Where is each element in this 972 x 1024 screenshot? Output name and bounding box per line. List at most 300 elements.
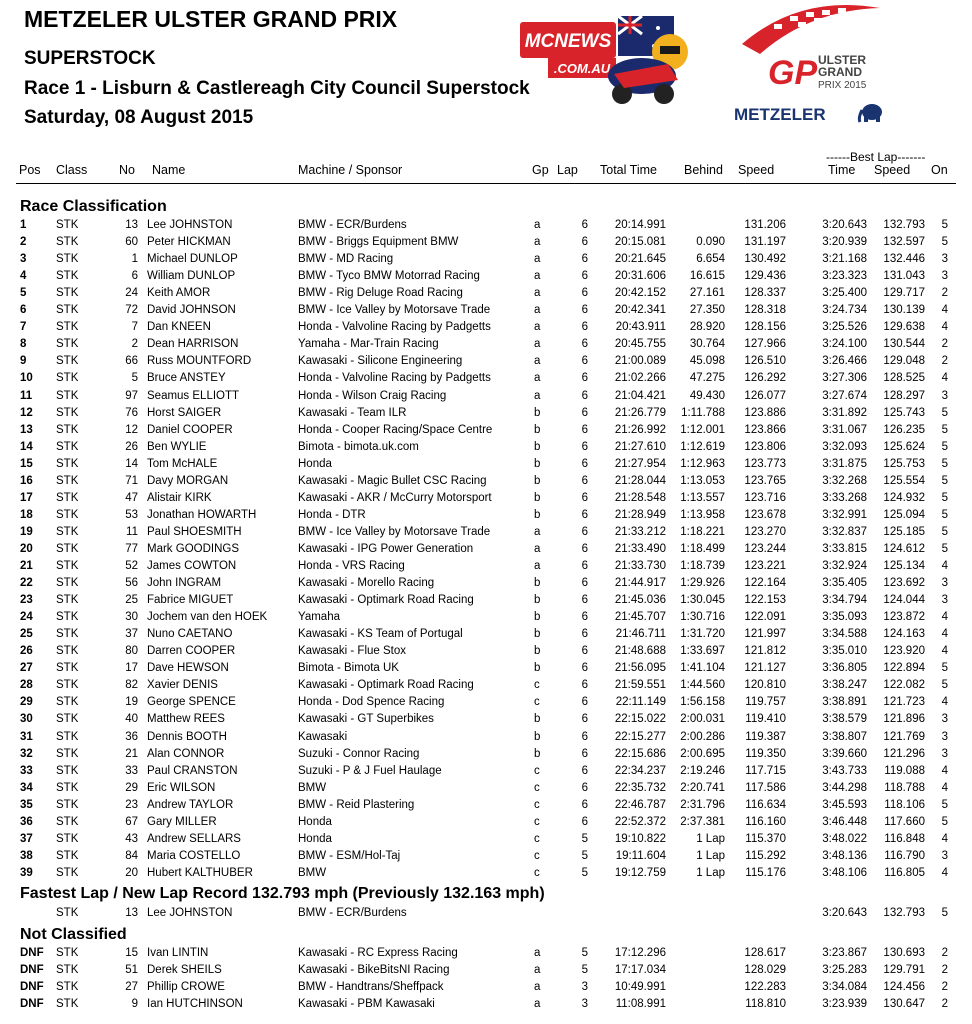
cell-best-speed: 122.082 (883, 679, 925, 692)
table-row (0, 980, 972, 997)
cell-class: STK (56, 406, 79, 419)
cell-total: 19:10.822 (614, 832, 666, 845)
cell-total: 20:45.755 (614, 338, 666, 351)
cell-pos: 14 (20, 440, 33, 453)
cell-speed: 123.773 (744, 457, 786, 470)
cell-class: STK (56, 440, 79, 453)
cell-best-speed: 121.723 (883, 696, 925, 709)
cell-best-speed: 125.134 (883, 560, 925, 572)
cell-class: STK (56, 730, 79, 743)
cell-total: 20:21.645 (614, 253, 666, 266)
cell-lap: 6 (581, 423, 588, 436)
cell-behind: 2:00.286 (680, 730, 725, 743)
cell-class: STK (56, 321, 79, 334)
cell-lap: 6 (581, 321, 588, 334)
cell-class: STK (56, 287, 79, 300)
cell-lap: 6 (581, 372, 588, 385)
cell-no: 51 (125, 964, 138, 976)
cell-total: 20:43.911 (615, 321, 666, 334)
cell-on: 4 (941, 866, 948, 879)
cell-time: 3:26.466 (822, 355, 867, 368)
cell-lap: 6 (581, 577, 588, 590)
header-divider (16, 183, 956, 184)
cell-best-speed: 125.753 (883, 457, 925, 470)
cell-lap: 6 (581, 253, 588, 266)
cell-class: STK (56, 611, 79, 624)
cell-lap: 6 (581, 304, 588, 317)
cell-name: Peter HICKMAN (147, 236, 231, 249)
cell-time: 3:43.733 (822, 764, 867, 777)
cell-machine: Honda (298, 815, 332, 828)
cell-pos: DNF (20, 947, 44, 959)
cell-total: 22:15.277 (614, 730, 666, 743)
cell-name: Dave HEWSON (147, 662, 229, 675)
cell-pos: 17 (20, 491, 33, 504)
cell-time: 3:31.892 (822, 406, 867, 419)
cell-total: 21:56.095 (614, 662, 666, 675)
cell-on: 2 (941, 355, 948, 368)
cell-gp: b (534, 628, 541, 641)
cell-lap: 6 (581, 474, 588, 487)
cell-time: 3:31.067 (822, 423, 867, 436)
column-header-speed: Speed (738, 163, 775, 177)
cell-time: 3:38.891 (822, 696, 867, 709)
cell-total: 20:42.152 (614, 287, 666, 300)
cell-no: 24 (125, 287, 138, 300)
cell-behind: 0.090 (696, 236, 725, 249)
cell-best-speed: 129.717 (883, 287, 925, 300)
cell-name: Jochem van den HOEK (147, 611, 268, 624)
cell-machine: Kawasaki - IPG Power Generation (298, 542, 474, 555)
cell-pos: 3 (20, 253, 27, 266)
cell-machine: Kawasaki - AKR / McCurry Motorsport (298, 491, 492, 504)
cell-pos: 10 (20, 372, 33, 385)
cell-pos: DNF (20, 981, 44, 993)
cell-time: 3:20.643 (822, 907, 867, 919)
column-header-no: No (119, 163, 135, 177)
cell-lap: 6 (581, 491, 588, 504)
cell-on: 5 (941, 525, 948, 538)
cell-machine: BMW (298, 781, 327, 794)
cell-gp: b (534, 730, 541, 743)
cell-no: 47 (125, 491, 138, 504)
cell-time: 3:25.400 (822, 287, 867, 300)
cell-speed: 123.886 (744, 406, 786, 419)
cell-lap: 6 (581, 645, 588, 658)
cell-speed: 115.292 (745, 849, 786, 862)
cell-lap: 6 (581, 287, 588, 300)
cell-best-speed: 125.185 (883, 525, 925, 538)
cell-gp: c (534, 679, 540, 692)
cell-best-speed: 123.920 (883, 645, 925, 658)
cell-total: 19:12.759 (614, 866, 666, 879)
cell-best-speed: 130.693 (883, 947, 925, 959)
cell-pos: 36 (20, 815, 33, 828)
cell-lap: 6 (581, 525, 588, 538)
cell-name: Phillip CROWE (147, 981, 225, 993)
cell-best-speed: 132.793 (883, 219, 925, 231)
cell-time: 3:31.875 (822, 457, 867, 470)
cell-on: 3 (941, 747, 948, 760)
cell-class: STK (56, 713, 79, 726)
table-row (0, 593, 972, 610)
cell-no: 60 (125, 236, 138, 249)
cell-on: 3 (941, 577, 948, 590)
cell-machine: Honda - Wilson Craig Racing (298, 389, 447, 402)
cell-gp: a (534, 219, 541, 231)
cell-gp: a (534, 372, 541, 385)
cell-lap: 5 (581, 832, 588, 845)
cell-class: STK (56, 338, 79, 351)
cell-behind: 45.098 (689, 355, 725, 368)
cell-class: STK (56, 525, 79, 538)
cell-name: William DUNLOP (147, 270, 236, 283)
cell-speed: 123.765 (744, 474, 786, 487)
cell-gp: a (534, 287, 541, 300)
cell-behind: 2:00.031 (680, 713, 725, 726)
cell-pos: 30 (20, 713, 33, 726)
cell-lap: 3 (581, 998, 588, 1010)
cell-no: 84 (125, 849, 138, 862)
cell-gp: a (534, 321, 541, 334)
cell-on: 2 (941, 338, 948, 351)
cell-lap: 6 (581, 764, 588, 777)
cell-speed: 131.206 (744, 219, 786, 231)
table-row (0, 730, 972, 747)
cell-name: Mark GOODINGS (147, 542, 240, 555)
cell-total: 21:48.688 (614, 645, 666, 658)
cell-behind: 1:18.739 (680, 560, 725, 572)
cell-machine: BMW (298, 866, 327, 879)
cell-behind: 47.275 (689, 372, 725, 385)
cell-total: 21:45.036 (614, 594, 666, 607)
cell-name: Darren COOPER (147, 645, 236, 658)
cell-pos: 12 (20, 406, 33, 419)
cell-time: 3:32.924 (822, 560, 867, 572)
cell-behind: 16.615 (689, 270, 725, 283)
table-row (0, 946, 972, 963)
cell-class: STK (56, 849, 79, 862)
cell-time: 3:33.268 (822, 491, 867, 504)
cell-total: 21:45.707 (614, 611, 666, 624)
cell-behind: 1:13.053 (680, 474, 725, 487)
table-row (0, 627, 972, 644)
cell-best-speed: 125.094 (883, 508, 925, 521)
cell-on: 5 (941, 406, 948, 419)
cell-on: 5 (941, 815, 948, 828)
cell-best-speed: 121.769 (883, 730, 925, 743)
cell-name: Dan KNEEN (147, 321, 211, 334)
cell-time: 3:32.268 (822, 474, 867, 487)
cell-machine: BMW - Rig Deluge Road Racing (298, 287, 463, 300)
cell-on: 5 (941, 219, 948, 231)
section-not-classified: Not Classified (20, 926, 127, 943)
cell-time: 3:48.022 (822, 832, 867, 845)
cell-lap: 6 (581, 713, 588, 726)
cell-name: Ben WYLIE (147, 440, 207, 453)
cell-class: STK (56, 270, 79, 283)
cell-best-speed: 130.139 (883, 304, 925, 317)
cell-time: 3:46.448 (822, 815, 867, 828)
cell-machine: BMW - Reid Plastering (298, 798, 415, 811)
metzeler-text: METZELER (734, 105, 826, 124)
cell-time: 3:27.674 (822, 389, 867, 402)
cell-machine: Honda (298, 457, 332, 470)
cell-on: 3 (941, 730, 948, 743)
table-row (0, 576, 972, 593)
cell-no: 19 (125, 696, 138, 709)
cell-no: 43 (125, 832, 138, 845)
cell-name: Fabrice MIGUET (147, 594, 234, 607)
cell-name: Lee JOHNSTON (147, 907, 233, 919)
table-row (0, 235, 972, 252)
cell-gp: b (534, 594, 541, 607)
column-header-machine: Machine / Sponsor (298, 163, 403, 177)
cell-gp: a (534, 981, 541, 993)
cell-pos: 2 (20, 236, 27, 249)
cell-total: 22:15.686 (614, 747, 666, 760)
cell-no: 1 (131, 253, 138, 266)
cell-no: 80 (125, 645, 138, 658)
cell-pos: 9 (20, 355, 27, 368)
cell-total: 21:46.711 (615, 628, 666, 641)
cell-machine: Honda - VRS Racing (298, 560, 405, 572)
table-row (0, 764, 972, 781)
cell-best-speed: 116.805 (884, 866, 925, 879)
cell-speed: 128.029 (744, 964, 786, 976)
cell-on: 4 (941, 304, 948, 317)
cell-name: Dean HARRISON (147, 338, 239, 351)
cell-no: 29 (125, 781, 138, 794)
cell-total: 17:12.296 (614, 947, 666, 959)
cell-machine: Kawasaki - Optimark Road Racing (298, 594, 474, 607)
cell-total: 22:34.237 (614, 764, 666, 777)
cell-best-speed: 116.790 (884, 849, 925, 862)
cell-no: 53 (125, 508, 138, 521)
cell-no: 25 (125, 594, 138, 607)
cell-on: 4 (941, 611, 948, 624)
cell-gp: b (534, 713, 541, 726)
cell-lap: 3 (581, 981, 588, 993)
cell-name: Jonathan HOWARTH (147, 508, 257, 521)
table-row (0, 644, 972, 661)
cell-speed: 123.221 (744, 560, 786, 572)
cell-name: George SPENCE (147, 696, 236, 709)
cell-pos: 37 (20, 832, 33, 845)
cell-time: 3:38.807 (822, 730, 867, 743)
cell-on: 3 (941, 713, 948, 726)
cell-total: 21:28.548 (614, 491, 666, 504)
cell-on: 5 (941, 542, 948, 555)
cell-on: 4 (941, 628, 948, 641)
cell-on: 2 (941, 287, 948, 300)
cell-speed: 123.244 (744, 542, 786, 555)
cell-name: Tom McHALE (147, 457, 218, 470)
cell-total: 20:31.606 (614, 270, 666, 283)
cell-best-speed: 123.692 (883, 577, 925, 590)
cell-no: 20 (125, 866, 138, 879)
cell-machine: BMW - Handtrans/Sheffpack (298, 981, 444, 993)
cell-gp: a (534, 964, 541, 976)
cell-pos: 20 (20, 542, 33, 555)
cell-total: 21:28.044 (614, 474, 666, 487)
cell-total: 21:28.949 (614, 508, 666, 521)
cell-pos: 1 (20, 219, 27, 231)
cell-machine: Kawasaki - Morello Racing (298, 577, 435, 590)
cell-speed: 119.410 (745, 713, 786, 726)
cell-pos: 22 (20, 577, 33, 590)
cell-best-speed: 122.894 (883, 662, 925, 675)
table-row (0, 747, 972, 764)
cell-time: 3:21.168 (822, 253, 867, 266)
cell-speed: 115.176 (745, 866, 786, 879)
cell-best-speed: 128.525 (883, 372, 925, 385)
cell-speed: 122.153 (744, 594, 786, 607)
section-race-classification: Race Classification (20, 198, 167, 215)
table-row (0, 286, 972, 303)
table-row (0, 798, 972, 815)
cell-gp: c (534, 798, 540, 811)
cell-time: 3:48.106 (822, 866, 867, 879)
cell-class: STK (56, 964, 79, 976)
cell-no: 40 (125, 713, 138, 726)
cell-lap: 6 (581, 815, 588, 828)
cell-machine: Kawasaki - Flue Stox (298, 645, 407, 658)
cell-on: 5 (941, 679, 948, 692)
cell-on: 5 (941, 440, 948, 453)
cell-gp: b (534, 611, 541, 624)
cell-machine: Kawasaki - GT Superbikes (298, 713, 434, 726)
cell-time: 3:20.643 (822, 219, 867, 231)
cell-on: 3 (941, 849, 948, 862)
cell-speed: 121.997 (744, 628, 786, 641)
cell-machine: Kawasaki - Team ILR (298, 406, 407, 419)
cell-class: STK (56, 947, 79, 959)
cell-pos: 26 (20, 645, 33, 658)
cell-total: 22:52.372 (614, 815, 666, 828)
cell-class: STK (56, 781, 79, 794)
table-row (0, 337, 972, 354)
cell-total: 20:42.341 (614, 304, 666, 317)
cell-speed: 128.318 (744, 304, 786, 317)
cell-best-speed: 132.597 (883, 236, 925, 249)
gp-ulster-text: ULSTER (818, 53, 866, 67)
cell-class: STK (56, 577, 79, 590)
cell-no: 21 (125, 747, 138, 760)
table-row (0, 712, 972, 729)
cell-gp: b (534, 423, 541, 436)
column-header-name: Name (152, 163, 186, 177)
cell-time: 3:34.794 (822, 594, 867, 607)
cell-on: 4 (941, 560, 948, 572)
cell-name: Xavier DENIS (147, 679, 218, 692)
cell-lap: 6 (581, 798, 588, 811)
cell-class: STK (56, 866, 79, 879)
table-row (0, 661, 972, 678)
cell-pos: 11 (20, 389, 33, 402)
cell-class: STK (56, 907, 79, 919)
cell-lap: 6 (581, 730, 588, 743)
cell-machine: Honda (298, 832, 332, 845)
cell-class: STK (56, 832, 79, 845)
cell-on: 4 (941, 321, 948, 334)
cell-pos: 23 (20, 594, 33, 607)
cell-machine: Suzuki - Connor Racing (298, 747, 420, 760)
cell-speed: 123.270 (744, 525, 786, 538)
cell-speed: 127.966 (744, 338, 786, 351)
cell-pos: 31 (20, 730, 33, 743)
cell-best-speed: 121.896 (883, 713, 925, 726)
cell-on: 4 (941, 645, 948, 658)
cell-class: STK (56, 560, 79, 572)
cell-machine: BMW - Ice Valley by Motorsave Trade (298, 525, 491, 538)
cell-on: 4 (941, 764, 948, 777)
elephant-icon (859, 104, 882, 122)
cell-lap: 6 (581, 355, 588, 368)
cell-pos: 35 (20, 798, 33, 811)
cell-behind: 1:12.001 (680, 423, 725, 436)
cell-total: 21:04.421 (614, 389, 666, 402)
table-row (0, 542, 972, 559)
cell-name: Seamus ELLIOTT (147, 389, 240, 402)
cell-class: STK (56, 236, 79, 249)
cell-gp: b (534, 474, 541, 487)
gp-mark-text: GP (768, 54, 818, 92)
cell-speed: 126.510 (744, 355, 786, 368)
cell-time: 3:38.579 (822, 713, 867, 726)
cell-pos: 13 (20, 423, 33, 436)
cell-class: STK (56, 491, 79, 504)
cell-time: 3:23.323 (822, 270, 867, 283)
cell-class: STK (56, 457, 79, 470)
cell-best-speed: 132.793 (883, 907, 925, 919)
mcnews-domain-text: .COM.AU (553, 61, 611, 76)
cell-lap: 5 (581, 849, 588, 862)
cell-time: 3:23.939 (822, 998, 867, 1010)
table-row (0, 963, 972, 980)
cell-speed: 123.806 (744, 440, 786, 453)
category-title: SUPERSTOCK (24, 48, 156, 69)
cell-behind: 30.764 (689, 338, 725, 351)
cell-on: 4 (941, 832, 948, 845)
cell-pos: 19 (20, 525, 33, 538)
cell-speed: 119.387 (745, 730, 786, 743)
table-row (0, 508, 972, 525)
cell-class: STK (56, 981, 79, 993)
cell-on: 2 (941, 998, 948, 1010)
table-row (0, 252, 972, 269)
cell-total: 21:26.779 (614, 406, 666, 419)
cell-time: 3:34.588 (822, 628, 867, 641)
cell-no: 97 (125, 389, 138, 402)
cell-on: 5 (941, 662, 948, 675)
cell-no: 52 (125, 560, 138, 572)
cell-lap: 6 (581, 611, 588, 624)
cell-gp: a (534, 542, 541, 555)
cell-lap: 6 (581, 594, 588, 607)
cell-lap: 6 (581, 781, 588, 794)
cell-machine: Kawasaki - RC Express Racing (298, 947, 458, 959)
cell-name: Nuno CAETANO (147, 628, 233, 641)
cell-behind: 2:37.381 (680, 815, 725, 828)
cell-class: STK (56, 389, 79, 402)
cell-no: 7 (131, 321, 138, 334)
cell-gp: c (534, 696, 540, 709)
cell-behind: 27.350 (689, 304, 725, 317)
cell-machine: Bimota - bimota.uk.com (298, 440, 419, 453)
race-title: Race 1 - Lisburn & Castlereagh City Council Superstock (24, 78, 530, 99)
cell-speed: 128.156 (744, 321, 786, 334)
